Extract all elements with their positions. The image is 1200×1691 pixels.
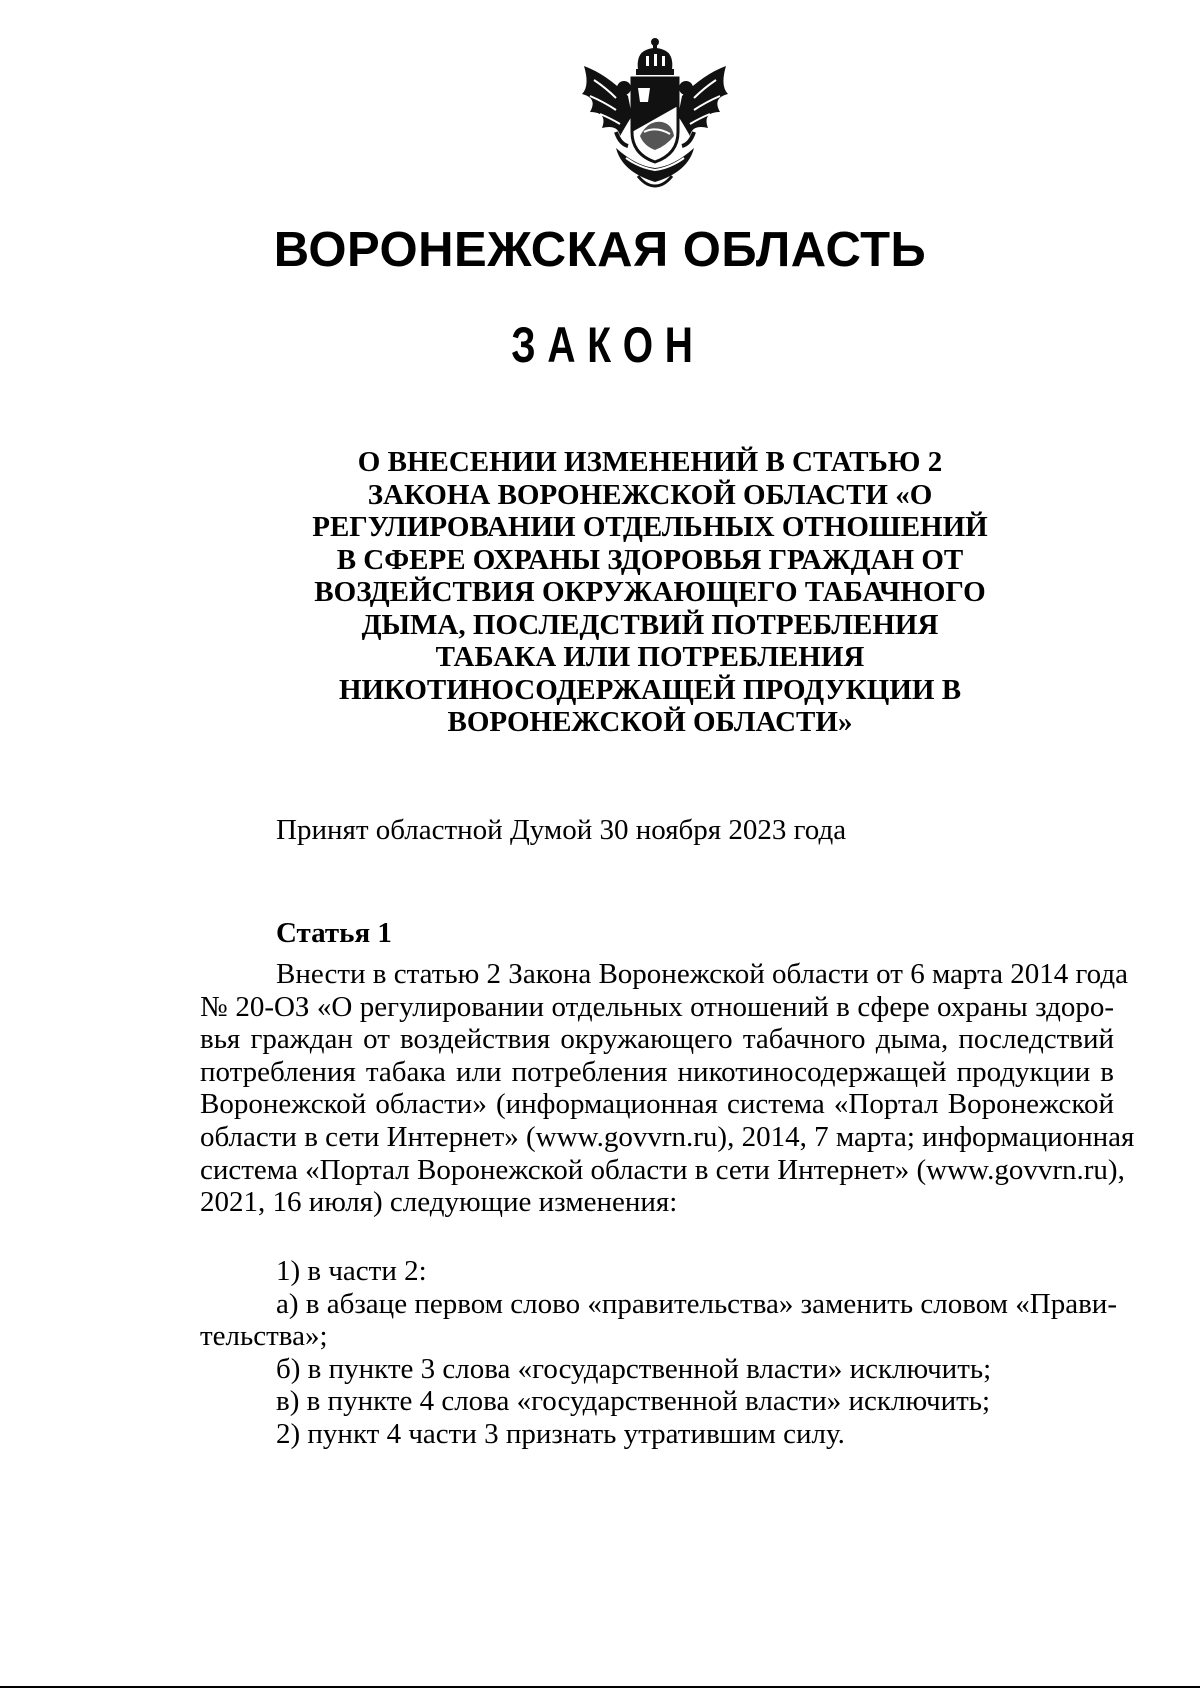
adoption-note: Принят областной Думой 30 ноября 2023 года <box>276 814 847 846</box>
paragraph-line: № 20-ОЗ «О регулировании отдельных отношений в сфере охраны здоро- <box>200 990 1114 1023</box>
paragraph-line: 2021, 16 июля) следующие изменения: <box>200 1186 678 1219</box>
list-item: 2) пункт 4 части 3 признать утратившим силу. <box>276 1417 845 1450</box>
article-title: Статья 1 <box>276 917 392 949</box>
paragraph-line: области в сети Интернет» (www.govvrn.ru), 2014, 7 марта; информационная <box>200 1120 1135 1153</box>
law-heading-line: РЕГУЛИРОВАНИИ ОТДЕЛЬНЫХ ОТНОШЕНИЙ <box>312 511 988 543</box>
law-heading-line: ВОЗДЕЙСТВИЯ ОКРУЖАЮЩЕГО ТАБАЧНОГО <box>314 576 986 608</box>
list-item: б) в пункте 3 слова «государственной власти» исключить; <box>276 1352 992 1385</box>
law-heading-line: ДЫМА, ПОСЛЕДСТВИЙ ПОТРЕБЛЕНИЯ <box>361 608 939 641</box>
law-heading <box>300 446 1000 739</box>
law-heading-line: НИКОТИНОСОДЕРЖАЩЕЙ ПРОДУКЦИИ В <box>338 673 962 706</box>
article-intro-paragraph <box>200 958 1135 1219</box>
law-heading-line: В СФЕРЕ ОХРАНЫ ЗДОРОВЬЯ ГРАЖДАН ОТ <box>336 543 964 576</box>
list-item: в) в пункте 4 слова «государственной власти» исключить; <box>276 1385 991 1418</box>
law-heading-line: ТАБАКА ИЛИ ПОТРЕБЛЕНИЯ <box>435 641 865 673</box>
page-bottom-rule <box>0 1686 1200 1688</box>
paragraph-line: потребления табака или потребления никотиносодержащей продукции в <box>200 1055 1114 1088</box>
list-item: тельства»; <box>200 1320 328 1353</box>
region-title: ВОРОНЕЖСКАЯ ОБЛАСТЬ <box>273 223 927 277</box>
list-item: а) в абзаце первом слово «правительства» заменить словом «Прави- <box>276 1287 1117 1320</box>
document-type-text: ЗАКОН <box>510 317 705 373</box>
paragraph-line: Воронежской области» (информационная система «Портал Воронежской <box>200 1088 1114 1121</box>
law-heading-line: О ВНЕСЕНИИ ИЗМЕНЕНИЙ В СТАТЬЮ 2 <box>357 446 943 478</box>
paragraph-line: Внести в статью 2 Закона Воронежской области от 6 марта 2014 года <box>276 958 1128 990</box>
document-type-title <box>0 316 1200 374</box>
law-heading-line: ЗАКОНА ВОРОНЕЖСКОЙ ОБЛАСТИ «О <box>367 478 933 511</box>
voronezh-coat-of-arms-icon <box>576 36 734 188</box>
list-item: 1) в части 2: <box>276 1255 427 1287</box>
paragraph-line: вья граждан от воздействия окружающего табачного дыма, последствий <box>200 1023 1114 1056</box>
law-heading-line: ВОРОНЕЖСКОЙ ОБЛАСТИ» <box>447 706 853 738</box>
amendments-list <box>200 1255 1117 1451</box>
paragraph-line: система «Портал Воронежской области в сети Интернет» (www.govvrn.ru), <box>200 1153 1125 1186</box>
